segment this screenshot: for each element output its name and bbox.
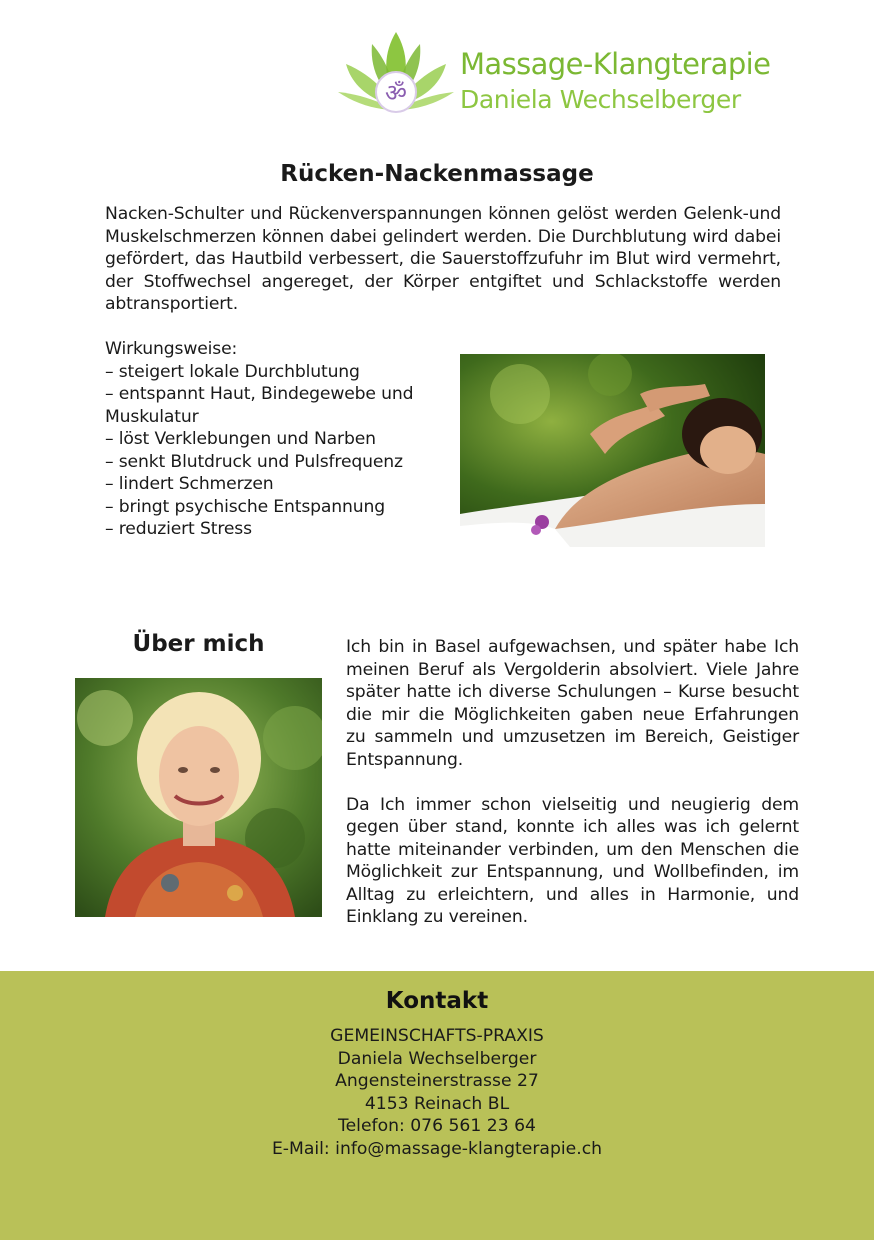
effect-item: – lindert Schmerzen [105,474,274,494]
effects-list [105,361,445,541]
contact-phone[interactable]: Telefon: 076 561 23 64 [338,1116,536,1136]
contact-email[interactable]: E-Mail: info@massage-klangterapie.ch [271,1138,603,1159]
contact-city: 4153 Reinach BL [364,1093,510,1114]
about-title: Über mich [132,631,265,657]
contact-name: Daniela Wechselberger [337,1048,537,1069]
effect-item: – reduziert Stress [105,519,252,539]
effect-item: – entspannt Haut, Bindegewebe und Muskulatur [105,384,414,427]
effect-item: – steigert lokale Durchblutung [105,361,360,382]
about-text [346,636,799,929]
contact-block [0,1025,874,1160]
effect-item: – bringt psychische Entspannung [105,496,386,517]
effects-heading: Wirkungsweise: [105,339,238,359]
contact-footer [0,971,874,1240]
portrait-photo [75,678,322,917]
treatment-intro: Nacken-Schulter und Rückenverspannungen können gelöst werden Gelenk-und Muskelschmerzen können dabei gelindert werden. Die Durchblutung wird dabei gefördert, das Hautbild verbessert, die Sauerstoffzufuhr im Blut wird vermehrt, der Stoffwechsel angereget, der Körper entgiftet und Schlackstoffe werden abtransportiert. [105,204,781,314]
logo [336,30,836,122]
contact-title: Kontakt [385,988,489,1014]
contact-practice: GEMEINSCHAFTS-PRAXIS [330,1026,544,1046]
about-paragraph: Da Ich immer schon vielseitig und neugierig dem gegen über stand, konnte ich alles was ich gelernt hatte miteinander verbinden, um den Menschen die Möglichkeit zur Entspannung, und Wollbefinden, im Alltag zu erleichtern, und alles in Harmonie, und Einklang zu vereinen. [346,794,799,927]
effect-item: – löst Verklebungen und Narben [105,429,376,449]
treatment-title: Rücken-Nackenmassage [280,161,594,187]
lotus-om-icon [336,30,456,122]
effect-item: – senkt Blutdruck und Pulsfrequenz [105,451,403,472]
svg-text:ॐ: ॐ [385,79,407,107]
massage-photo [460,354,765,547]
about-paragraph: Ich bin in Basel aufgewachsen, und später habe Ich meinen Beruf als Vergolderin absolviert. Viele Jahre später hatte ich diverse Schulungen – Kurse besucht die mir die Möglichkeiten gaben neue Erfahrungen zu sammeln und umzusetzen im Bereich, Geistiger Entspannung. [346,637,799,770]
contact-street: Angensteinerstrasse 27 [335,1071,539,1091]
effects-list-section [105,338,445,541]
brand-name: Massage-Klangterapie [460,47,771,81]
owner-name: Daniela Wechselberger [460,85,741,114]
